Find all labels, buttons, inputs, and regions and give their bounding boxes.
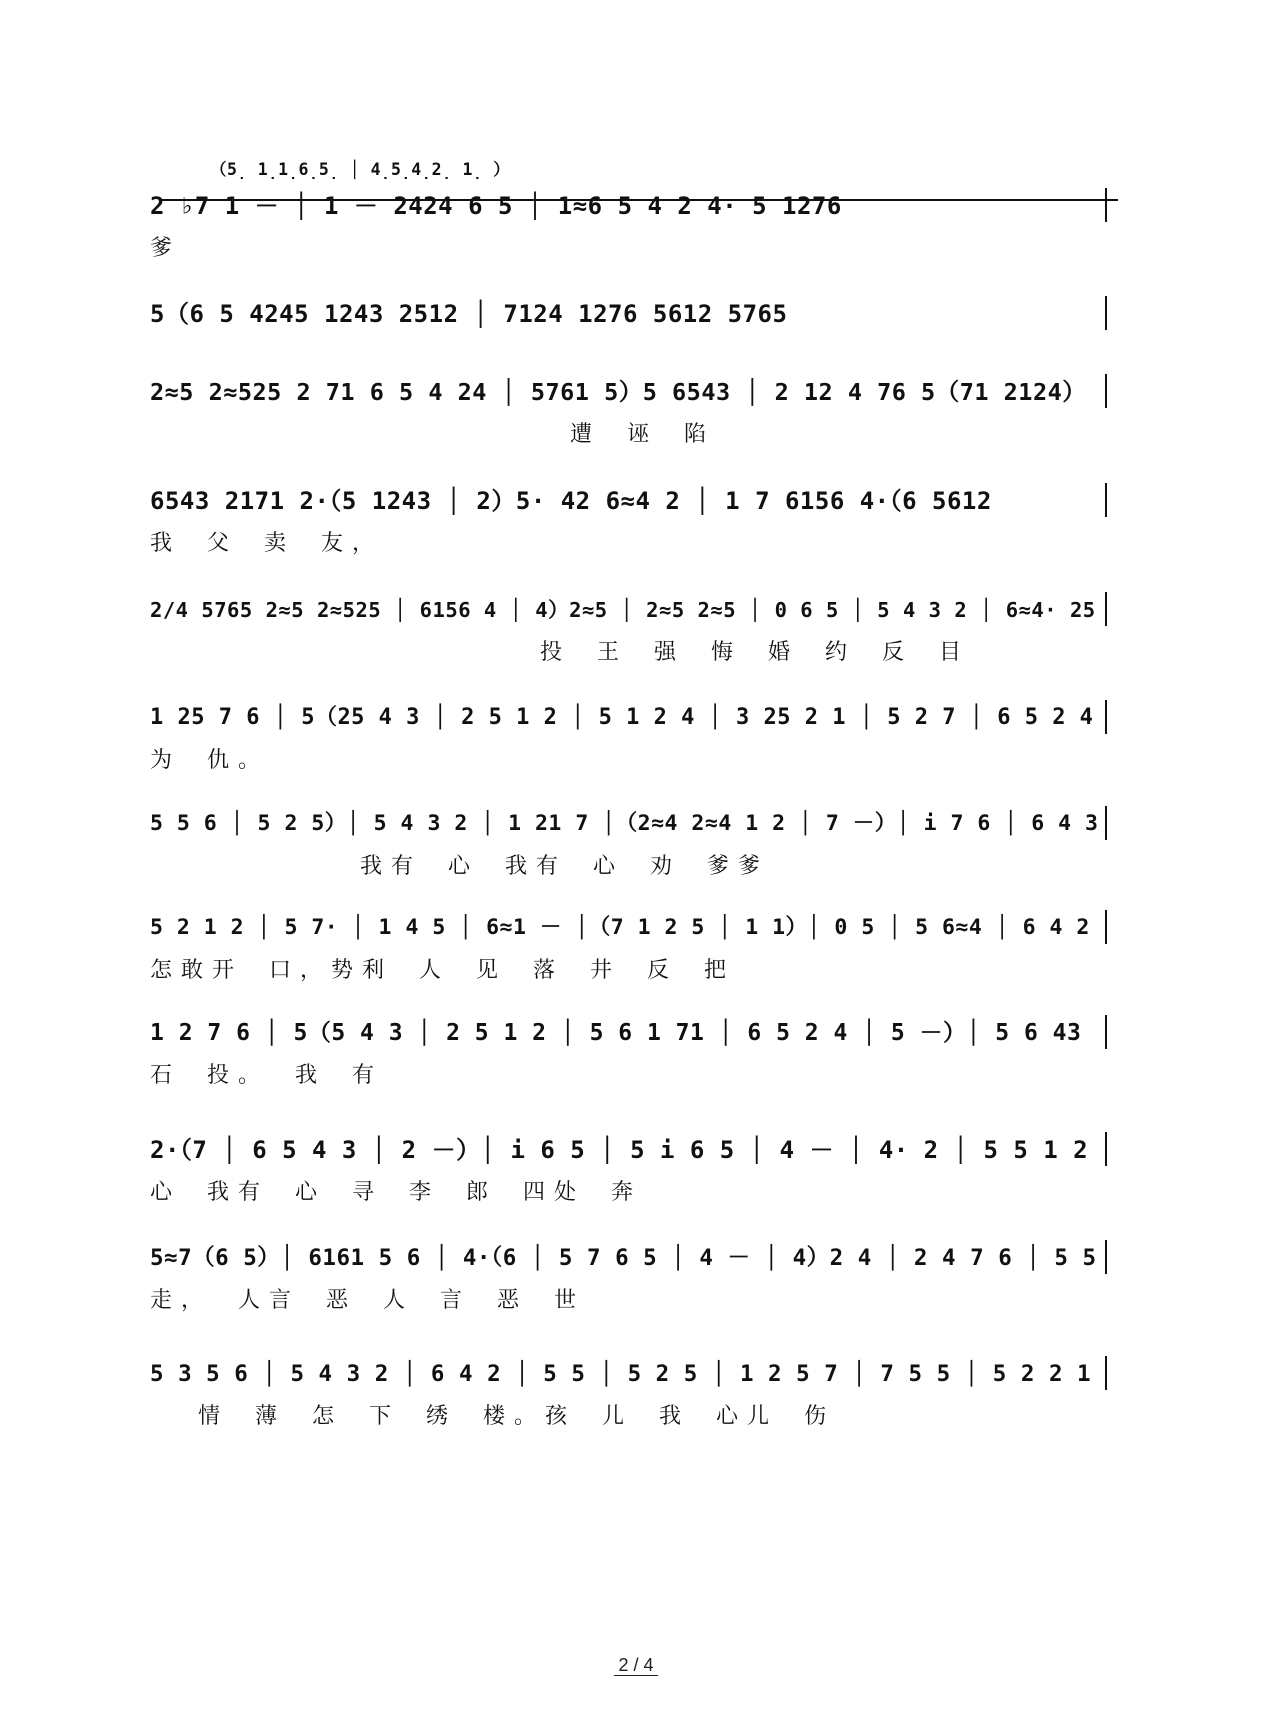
barline-end <box>1105 483 1107 517</box>
score-line-7 <box>150 804 1120 900</box>
barline-end <box>1105 700 1107 734</box>
lyrics-line-12: 情 薄 怎 下 绣 楼。孩 儿 我 心儿 伤 <box>198 1404 835 1429</box>
notes-line-8: 5 2 1 2 │ 5 7· │ 1 4 5 │ 6≈1 － │（7 1 2 5 │ 1 1）│ 0 5 │ 5 6≈4 │ 6 4 2 <box>150 915 1090 940</box>
lyrics-line-4: 我 父 卖 友， <box>150 531 383 556</box>
lyrics-line-6: 为 仇。 <box>150 748 269 773</box>
notes-line-2: 5（6 5 4245 1243 2512 │ 7124 1276 5612 5765 <box>150 300 788 328</box>
barline-end <box>1105 296 1107 330</box>
score-line-10 <box>150 1130 1120 1226</box>
page-number-text: 2 / 4 <box>614 1655 657 1676</box>
score-line-5 <box>150 590 1120 686</box>
notes-line-5: 2/4 5765 2≈5 2≈525 │ 6156 4 │ 4）2≈5 │ 2≈5 2≈5 │ 0 6 5 │ 5 4 3 2 │ 6≈4· 25 <box>150 598 1096 622</box>
barline-end <box>1105 592 1107 626</box>
barline-end <box>1105 910 1107 944</box>
barline-end <box>1105 188 1107 222</box>
notes-line-6: 1 25 7 6 │ 5（25 4 3 │ 2 5 1 2 │ 5 1 2 4 │ 3 25 2 1 │ 5 2 7 │ 6 5 2 4 <box>150 705 1094 730</box>
notes-line-9: 1 2 7 6 │ 5（5 4 3 │ 2 5 1 2 │ 5 6 1 71 │ 6 5 2 4 │ 5 －）│ 5 6 43 <box>150 1020 1082 1046</box>
barline-end <box>1105 1015 1107 1049</box>
intro-notes: （5̣ 1̣1̣6̣5̣ │ 4̣5̣4̣2̣ 1̣ ） <box>210 160 511 179</box>
notes-line-12: 5 3 5 6 │ 5 4 3 2 │ 6 4 2 │ 5 5 │ 5 2 5 │ 1 2 5 7 │ 7 5 5 │ 5 2 2 1 <box>150 1361 1092 1387</box>
score-line-4 <box>150 481 1120 577</box>
notes-line-1: 2 ♭7 1 － │ 1 － 2424 6 5 │ 1≈6 5 4 2 4· 5 1276 <box>150 192 842 220</box>
barline-end <box>1105 1240 1107 1274</box>
barline-end <box>1105 374 1107 408</box>
score-line-12 <box>150 1354 1120 1450</box>
notes-line-7: 5 5 6 │ 5 2 5）│ 5 4 3 2 │ 1 21 7 │（2≈4 2≈4 1 2 │ 7 －）│ i 7 6 │ 6 4 3 <box>150 811 1099 836</box>
score-line-1 <box>150 186 1120 282</box>
notes-line-4: 6543 2171 2·（5 1243 │ 2）5· 42 6≈4 2 │ 1 7 6156 4·（6 5612 <box>150 487 992 515</box>
barline-end <box>1105 1356 1107 1390</box>
lyrics-line-11: 走， 人言 恶 人 言 恶 世 <box>150 1288 585 1313</box>
score-line-9 <box>150 1013 1120 1109</box>
lyrics-line-7: 我有 心 我有 心 劝 爹爹 <box>360 854 769 879</box>
lyrics-line-1: 爹 <box>150 236 182 261</box>
lyrics-line-8: 怎敢开 口，势利 人 见 落 井 反 把 <box>150 958 735 983</box>
score-line-3 <box>150 372 1120 468</box>
lyrics-line-3: 遭 诬 陷 <box>570 422 715 447</box>
notes-line-10: 2·（7 │ 6 5 4 3 │ 2 －）│ i 6 5 │ 5 i 6 5 │ 4 － │ 4· 2 │ 5 5 1 2 <box>150 1136 1089 1164</box>
lyrics-line-5: 投 王 强 悔 婚 约 反 目 <box>540 640 970 665</box>
lyrics-line-9: 石 投。 我 有 <box>150 1063 383 1088</box>
barline-end <box>1105 1132 1107 1166</box>
notes-line-11: 5≈7（6 5）│ 6161 5 6 │ 4·（6 │ 5 7 6 5 │ 4 － │ 4）2 4 │ 2 4 7 6 │ 5 5 <box>150 1245 1097 1271</box>
lyrics-line-10: 心 我有 心 寻 李 郎 四处 奔 <box>150 1180 642 1205</box>
score-line-6 <box>150 698 1120 794</box>
barline-end <box>1105 806 1107 840</box>
page-number <box>0 1655 1272 1676</box>
notes-line-3: 2≈5 2≈525 2 71 6 5 4 24 │ 5761 5）5 6543 │ 2 12 4 76 5（71 2124） <box>150 378 1087 406</box>
score-line-11 <box>150 1238 1120 1334</box>
score-line-8 <box>150 908 1120 1004</box>
